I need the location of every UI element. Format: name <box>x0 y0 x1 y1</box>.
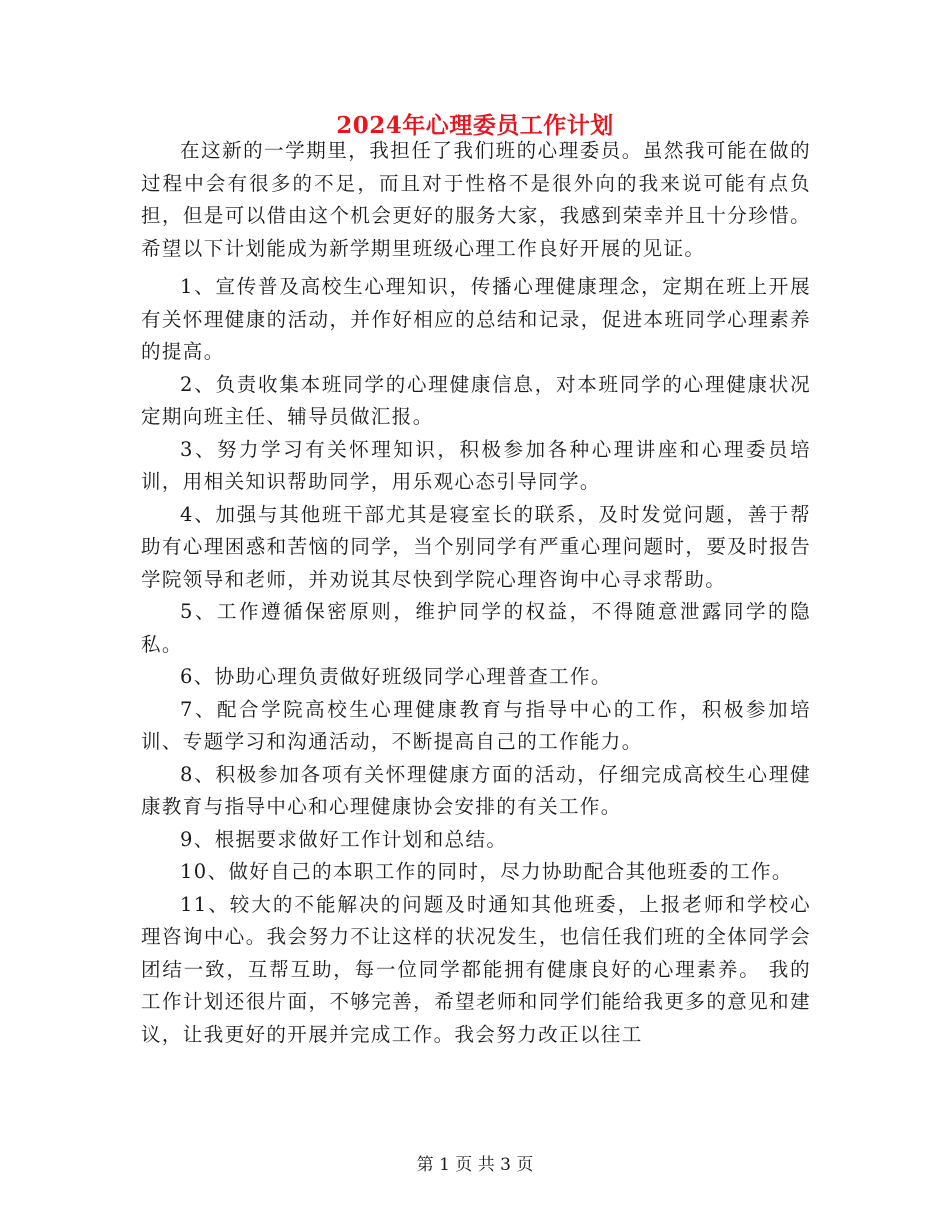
plan-item-11: 11、较大的不能解决的问题及时通知其他班委，上报老师和学校心理咨询中心。我会努力不让这样的状况发生，也信任我们班的全体同学会团结一致，互帮互助，每一位同学都能拥有健康良好的心理素养。 我的工作计划还很片面，不够完善，希望老师和同学们能给我更多的意见和建议，让我更好的开展并完成工作。我会努力改正以往工 <box>141 892 811 1046</box>
intro-paragraph: 在这新的一学期里，我担任了我们班的心理委员。虽然我可能在做的过程中会有很多的不足，而且对于性格不是很外向的我来说可能有点负担，但是可以借由这个机会更好的服务大家，我感到荣幸并且十分珍惜。希望以下计划能成为新学期里班级心理工作良好开展的见证。 <box>141 139 811 260</box>
document-body <box>141 135 811 1051</box>
plan-item-9: 9、根据要求做好工作计划和总结。 <box>180 827 508 851</box>
plan-item-7: 7、配合学院高校生心理健康教育与指导中心的工作，积极参加培训、专题学习和沟通活动，不断提高自己的工作能力。 <box>141 697 811 753</box>
plan-item-2: 2、负责收集本班同学的心理健康信息，对本班同学的心理健康状况定期向班主任、辅导员做汇报。 <box>141 372 811 428</box>
plan-item-10: 10、做好自己的本职工作的同时，尽力协助配合其他班委的工作。 <box>180 860 793 883</box>
plan-item-1: 1、宣传普及高校生心理知识，传播心理健康理念，定期在班上开展有关怀理健康的活动，并作好相应的总结和记录，促进本班同学心理素养的提高。 <box>141 275 811 363</box>
plan-item-5: 5、工作遵循保密原则，维护同学的权益，不得随意泄露同学的隐私。 <box>141 600 811 656</box>
plan-item-8: 8、积极参加各项有关怀理健康方面的活动，仔细完成高校生心理健康教育与指导中心和心理健康协会安排的有关工作。 <box>141 762 811 818</box>
plan-item-6: 6、协助心理负责做好班级同学心理普查工作。 <box>180 665 612 688</box>
document-title: 2024年心理委员工作计划 <box>336 112 614 139</box>
plan-item-3: 3、努力学习有关怀理知识，积极参加各种心理讲座和心理委员培训，用相关知识帮助同学，用乐观心态引导同学。 <box>141 437 811 493</box>
page-number-footer: 第 1 页 共 3 页 <box>416 1155 534 1175</box>
plan-item-4: 4、加强与其他班干部尤其是寝室长的联系，及时发觉问题，善于帮助有心理困惑和苦恼的同学，当个别同学有严重心理问题时，要及时报告学院领导和老师，并劝说其尽快到学院心理咨询中心寻求帮助。 <box>141 502 811 591</box>
